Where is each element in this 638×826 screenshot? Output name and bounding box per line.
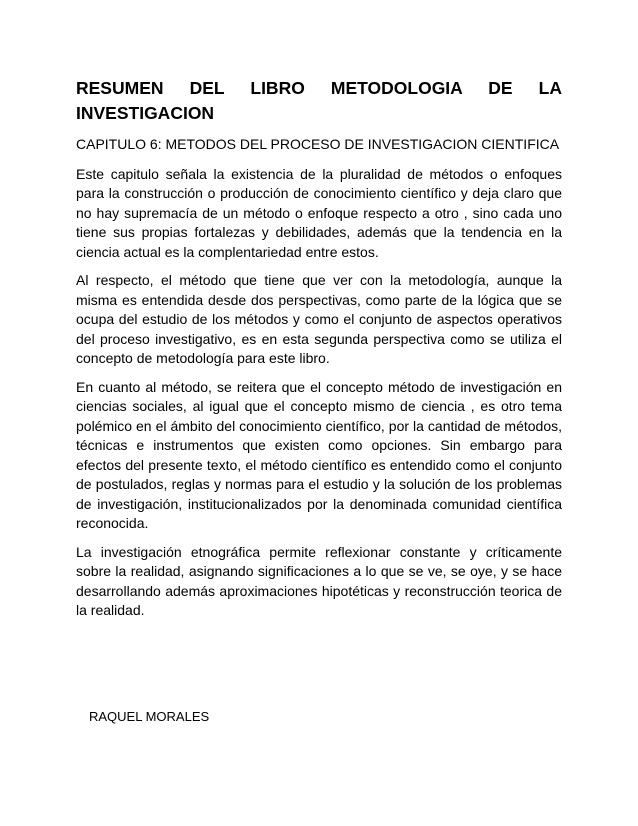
paragraph-1: Este capitulo señala la existencia de la pluralidad de métodos o enfoques para la construcción o producción de conocimiento científico y deja claro que no hay supremacía de un método o enfoque respecto a otro , sino cada uno tiene sus propias fortalezas y debilidades, además que la tendencia en la ciencia actual es la complentariedad entre estos. bbox=[76, 165, 562, 260]
chapter-heading: CAPITULO 6: METODOS DEL PROCESO DE INVESTIGACION CIENTIFICA bbox=[76, 136, 560, 152]
paragraph-2: Al respecto, el método que tiene que ver con la metodología, aunque la misma es entendida desde dos perspectivas, como parte de la lógica que se ocupa del estudio de los métodos y como el conjunto de aspectos operativos del proceso investigativo, es en esta segunda perspectiva como se utiliza el concepto de metodología para este libro. bbox=[76, 272, 562, 366]
document-body bbox=[76, 76, 562, 630]
paragraph-4: La investigación etnográfica permite reflexionar constante y críticamente sobre la realidad, asignando significaciones a lo que se ve, se oye, y se hace desarrollando además aproximaciones hipotéticas y reconstrucción teorica de la realidad. bbox=[76, 543, 562, 618]
document-title: RESUMEN DEL LIBRO METODOLOGIA DE LA INVESTIGACION bbox=[76, 78, 562, 123]
paragraph-3: En cuanto al método, se reitera que el concepto método de investigación en ciencias sociales, al igual que el concepto mismo de ciencia , es otro tema polémico en el ámbito del conocimiento científico, por la cantidad de métodos, técnicas e instrumentos que existen como opciones. Sin embargo para efectos del presente texto, el método científico es entendido como el conjunto de postulados, reglas y normas para el estudio y la solución de los problemas de investigación, institucionalizados por la denominada comunidad científica reconocida. bbox=[76, 378, 562, 531]
author-name: RAQUEL MORALES bbox=[89, 709, 210, 724]
